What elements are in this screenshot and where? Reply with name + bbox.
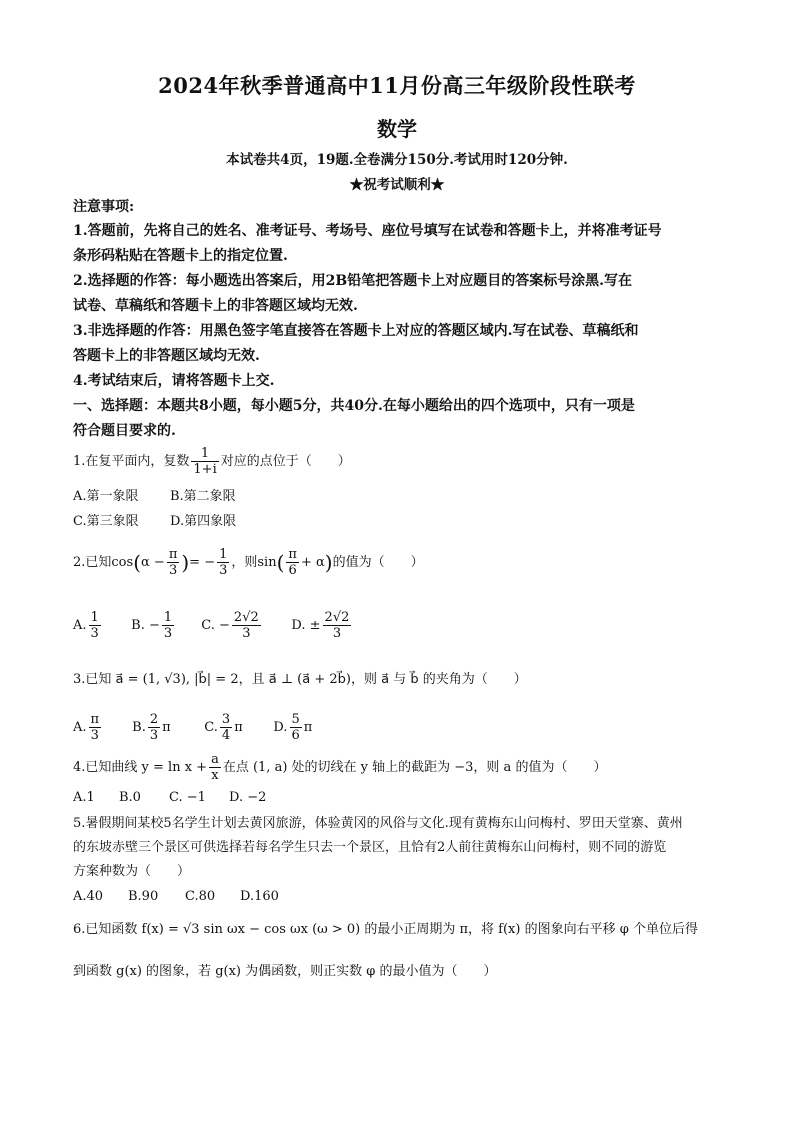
question-5-line-2: 的东坡赤壁三个景区可供选择若每名学生只去一个景区，且恰有2人前往黄梅东山问梅村，则不同的游览 [73,840,667,855]
exam-info: 本试卷共4页，19题.全卷满分150分.考试用时120分钟. [226,152,568,168]
q1-option-b: B.第二象限 [170,489,236,504]
q2-paren-open-2: ( [276,550,285,575]
question-5-line-1: 5.暑假期间某校5名学生计划去黄冈旅游，体验黄冈的风俗与文化.现有黄梅东山问梅村、罗田天堂寨、黄州 [73,816,683,831]
notes-heading: 注意事项: [73,199,135,215]
q4-stem-pre: 4.已知曲线 y = ln x + [73,760,208,775]
q5-options [73,887,279,907]
q2-six: 6 [286,562,299,578]
q2-option-d-den: 3 [323,625,352,641]
q2-paren-close: ) [181,550,190,575]
q1-denominator: 1+i [193,462,217,477]
q4-denominator: x [209,767,221,783]
q4-numerator: a [211,752,219,767]
q2-option-d-num: 2√2 [324,610,350,625]
q3-option-a-den: 3 [89,727,102,743]
q2-option-c [201,610,287,641]
q2-pi-2: π [288,547,297,562]
q2-arg1: α − [141,555,165,570]
q1-option-d: D.第四象限 [170,514,237,529]
q2-option-b-frac [162,610,174,641]
q2-option-a [73,610,127,641]
q2-three: 3 [167,562,180,578]
q1-option-a: A.第一象限 [73,489,139,504]
q4-fraction [209,752,221,783]
q3-option-a-label: A. [73,720,87,735]
q4-options [73,788,266,808]
q2-option-a-frac [89,610,101,641]
q3-option-c-label: C. [204,720,218,735]
q3-option-d-label: D. [273,720,288,735]
question-6-line-2: 到函数 g(x) 的图象，若 g(x) 为偶函数，则正实数 φ 的最小值为（ ） [73,964,497,979]
q2-then: ，则sin [231,555,277,570]
exam-title: 2024年秋季普通高中11月份高三年级阶段性联考 [158,73,636,98]
q2-eq: = − [189,555,216,570]
q3-option-a [73,712,128,743]
note-2-line-1: 2.选择题的作答：每小题选出答案后，用2B铅笔把答题卡上对应题目的答案标号涂黑.写在 [73,273,633,289]
question-6-line-1: 6.已知函数 f(x) = √3 sin ωx − cos ωx (ω > 0) 的最小正周期为 π，将 f(x) 的图象向右平移 φ 个单位后得 [73,922,698,937]
note-4: 4.考试结束后，请将答题卡上交. [73,373,275,389]
q3-option-a-num: π [90,712,100,727]
q1-option-c: C.第三象限 [73,514,139,529]
q3-option-d-num: 5 [291,712,300,727]
q2-option-a-label: A. [73,618,87,633]
question-5-line-3: 方案种数为（ ） [73,864,191,879]
q3-option-b [132,712,200,743]
q3-options [73,712,312,743]
q1-options-row-2 [73,512,236,532]
q4-option-b: B.0 [119,790,141,805]
q5-option-c: C.80 [185,889,216,904]
section1-line-2: 符合题目要求的. [73,423,176,439]
q1-stem-pre: 1.在复平面内，复数 [73,454,190,469]
question-4 [73,752,606,783]
q2-option-d-label: D. ± [291,618,321,633]
exam-subject: 数学 [377,117,417,141]
q2-frac-13 [217,547,229,578]
q3-option-b-num: 2 [149,712,159,727]
q2-option-d-frac [323,610,352,641]
q5-option-b: B.90 [128,889,159,904]
q2-one: 1 [219,547,228,562]
note-1-line-2: 条形码粘贴在答题卡上的指定位置. [73,248,288,264]
q1-fraction [191,446,218,477]
q2-paren-open: ( [133,550,141,575]
note-3-line-2: 答题卡上的非答题区域均无效. [73,348,260,364]
q1-numerator: 1 [200,446,210,461]
q2-option-a-num: 1 [90,610,99,625]
q3-option-c-pi: π [234,720,243,735]
q2-pi: π [168,547,178,562]
q3-option-d [273,712,312,743]
question-3: 3.已知 a⃗ = (1, √3), |b⃗| = 2，且 a⃗ ⊥ (a⃗ + 2b⃗)，则 a⃗ 与 b⃗ 的夹角为（ ） [73,672,527,687]
q4-option-d: D. −2 [229,790,267,805]
q1-options-row-1 [73,487,236,507]
q3-option-d-pi: π [303,720,313,735]
q2-option-b-den: 3 [163,626,173,641]
q3-option-b-frac [148,712,160,743]
q2-option-a-den: 3 [90,626,99,641]
section1-line-1: 一、选择题：本题共8小题，每小题5分，共40分.在每小题给出的四个选项中，只有一项是 [73,398,635,414]
q3-option-b-label: B. [132,720,146,735]
q2-option-d [291,610,353,641]
q2-paren-close-2: ) [324,550,333,575]
q2-arg2: + α [300,555,325,570]
q2-frac-pi6 [286,547,299,578]
q3-option-b-pi: π [162,720,171,735]
q4-option-c: C. −1 [169,790,206,805]
q2-option-b [131,610,197,641]
note-1-line-1: 1.答题前，先将自己的姓名、准考证号、考场号、座位号填写在试卷和答题卡上，并将准考证号 [73,223,662,239]
q1-stem-post: 对应的点位于（ ） [220,454,351,469]
q3-option-c-num: 3 [221,712,231,727]
q3-option-c [204,712,269,743]
q2-option-b-label: B. − [131,618,160,633]
q5-option-a: A.40 [73,889,104,904]
exam-wish: ★祝考试顺利★ [349,177,445,193]
note-3-line-1: 3.非选择题的作答：用黑色签字笔直接答在答题卡上对应的答题区域内.写在试卷、草稿纸和 [73,323,639,339]
q2-three-2: 3 [219,563,228,578]
q2-option-c-label: C. − [201,618,230,633]
q2-option-c-den: 3 [232,625,261,641]
q2-options [73,610,353,641]
q4-stem-post: 在点 (1, a) 处的切线在 y 轴上的截距为 −3，则 a 的值为（ ） [222,760,607,775]
note-2-line-2: 试卷、草稿纸和答题卡上的非答题区域均无效. [73,298,358,314]
q2-option-c-frac [232,610,261,641]
q2-option-b-num: 1 [163,610,173,625]
q4-option-a: A.1 [73,790,95,805]
q2-stem-pre: 2.已知cos [73,555,134,570]
question-1 [73,446,351,477]
q3-option-c-den: 4 [221,728,231,743]
question-2 [73,547,424,578]
q2-stem-post: 的值为（ ） [332,555,424,570]
q3-option-b-den: 3 [149,728,159,743]
q3-option-a-frac [89,712,102,743]
q3-option-c-frac [220,712,232,743]
q3-option-d-den: 6 [291,728,300,743]
q2-option-c-num: 2√2 [233,610,259,625]
q3-option-d-frac [290,712,302,743]
q2-frac-pi3 [167,547,180,578]
q5-option-d: D.160 [240,889,279,904]
